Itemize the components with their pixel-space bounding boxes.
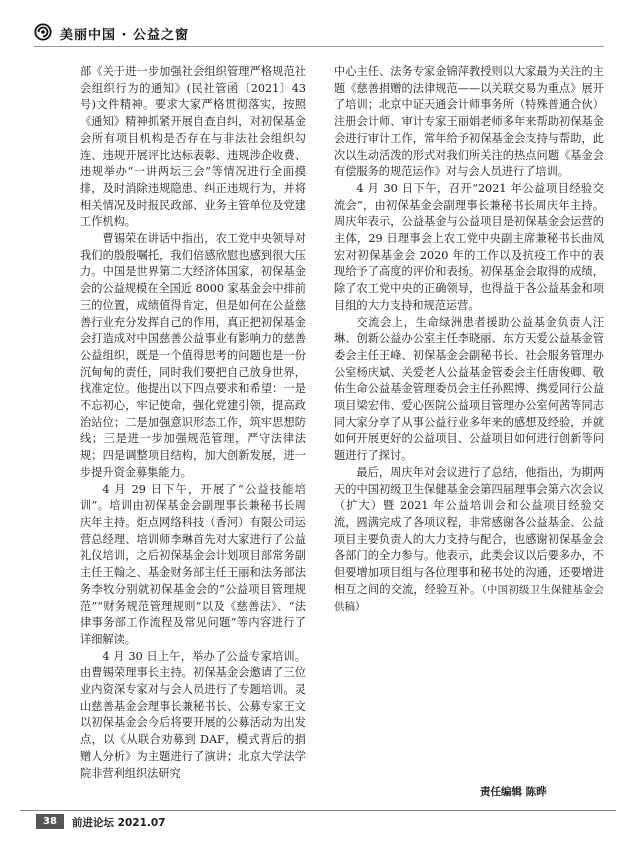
left-paragraph-3: 4 月 29 日下午，开展了“公益技能培训”。培训由初保基金会副理事长兼秘书长周庆年主持。炬点网络科技（香河）有限公司运营总经理、培训师李琳首先对大家进行了公益礼仪培训，之后初保基金会计划项目部常务副主任王翰之、基金财务部主任王丽和法务部法务李牧分别就初保基金会的“公益项目管理规范”“财务规范管理规则”以及《慈善法》、“法律事务部工作流程及常见问题”等内容进行了详细解读。	[80, 482, 306, 646]
left-column	[80, 64, 306, 782]
left-paragraph-1: 部《关于进一步加强社会组织管理严格规范社会组织行为的通知》(民社管函〔2021〕43号)文件精神。要求大家严格贯彻落实，按照《通知》精神抓紧开展自查自纠，对初保基金会所有项目机构是否存在与非法社会组织勾连、违规开展评比达标表彰、违规涉企收费、违规举办“一讲两坛三会”等情况进行全面摸排，及时消除违规隐患、纠正违规行为，并将相关情况及时报民政部、业务主管单位及党建工作机构。	[80, 65, 306, 229]
article-credit: （中国初级卫生保健基金会供稿）	[334, 583, 604, 613]
header-divider	[34, 46, 604, 47]
right-paragraph-3: 交流会上，生命绿洲患者援助公益基金负责人汪琳、创新公益办公室主任李晓丽、东方天爱公益基金管委会主任王峰、初保基金会副秘书长、社会服务管理办公室杨庆斌、关爱老人公益基金管委会主任唐俊卿、敬佑生命公益基金管理委员会主任孙熙博、携爱同行公益项目梁宏伟、爱心医院公益项目管理办公室何茜等同志同大家分享了从事公益行业多年来的感想及经验，并就如何开展更好的公益项目、公益项目如何进行创新等问题进行了探讨。	[334, 315, 604, 463]
responsible-editor: 责任编辑 陈晔	[480, 786, 547, 798]
left-paragraph-2: 曹锡荣在讲话中指出，农工党中央领导对我们的殷殷嘱托，我们倍感欣慰也感到很大压力。中国是世界第二大经济体国家，初保基金会的公益规模在全国近 8000 家基金会中排前三的位置，成绩值得肯定，但是如何在公益慈善行业充分发挥自己的作用，真正把初保基金会打造成对中国慈善公益事业有影响力的慈善公益组织，既是一个值得思考的问题也是一份沉甸甸的责任，同时我们要把自己放身世界，找准定位。他提出以下四点要求和希望：一是不忘初心，牢记使命，强化党建引领，提高政治站位；二是加强意识形态工作，筑牢思想防线；三是进一步加强规范管理，严守法律法规；四是调整项目结构，加大创新发展，进一步提升资金募集能力。	[80, 232, 306, 479]
right-column	[334, 64, 604, 615]
footer-divider	[20, 810, 616, 811]
swirl-logo-icon	[34, 23, 52, 41]
journal-issue: 前进论坛 2021.07	[72, 817, 166, 829]
right-paragraph-2: 4 月 30 日下午，召开“2021 年公益项目经验交流会”，由初保基金会副理事长兼秘书长周庆年主持。周庆年表示，公益基金与公益项目是初保基金会运营的主体，29 日理事会上农工党中央副主席兼秘书长曲凤宏对初保基金会 2020 年的工作以及抗疫工作中的表现给予了高度的评价和表扬。初保基金会取得的成绩，除了农工党中央的正确领导，也得益于各公益基金和项目组的大力支持和规范运营。	[334, 181, 604, 312]
right-paragraph-1: 中心主任、法务专家金锦萍教授则以大家最为关注的主题《慈善捐赠的法律规范——以关联交易为重点》展开了培训；北京中证天通会计师事务所（特殊普通合伙）注册会计师、审计专家王丽娟老师多年来帮助初保基金会进行审计工作，常年给予初保基金会支持与帮助，此次以生动活泼的形式对我们所关注的热点问题《基金会有偿服务的规范运作》对与会人员进行了培训。	[334, 65, 604, 179]
left-paragraph-4: 4 月 30 日上午，举办了公益专家培训。由曹锡荣理事长主持。初保基金会邀请了三位业内资深专家对与会人员进行了专题培训。灵山慈善基金会理事长兼秘书长、公募专家王文以初保基金会今后将要开展的公募活动为出发点，以《从联合劝募到 DAF，模式背后的捐赠人分析》为主题进行了演讲；北京大学法学院非营利组织法研究	[80, 649, 306, 780]
right-paragraph-4-text: 最后，周庆年对会议进行了总结，他指出，为期两天的中国初级卫生保健基金会第四届理事会第六次会议（扩大）暨 2021 年公益培训会和公益项目经验交流，圆满完成了各项议程，非常感谢各公益基金、公益项目主要负责人的大力支持与配合，也感谢初保基金会各部门的全力参与。他表示，此类会议以后要多办，不但要增加项目组与各位理事和秘书处的沟通，还要增进相互之间的交流，经验互补。	[334, 465, 604, 596]
page-number: 38	[36, 814, 64, 829]
section-brand-title: 美丽中国 · 公益之窗	[60, 28, 189, 43]
page-footer	[20, 810, 616, 830]
right-paragraph-4	[334, 465, 604, 615]
page-header	[34, 22, 604, 44]
